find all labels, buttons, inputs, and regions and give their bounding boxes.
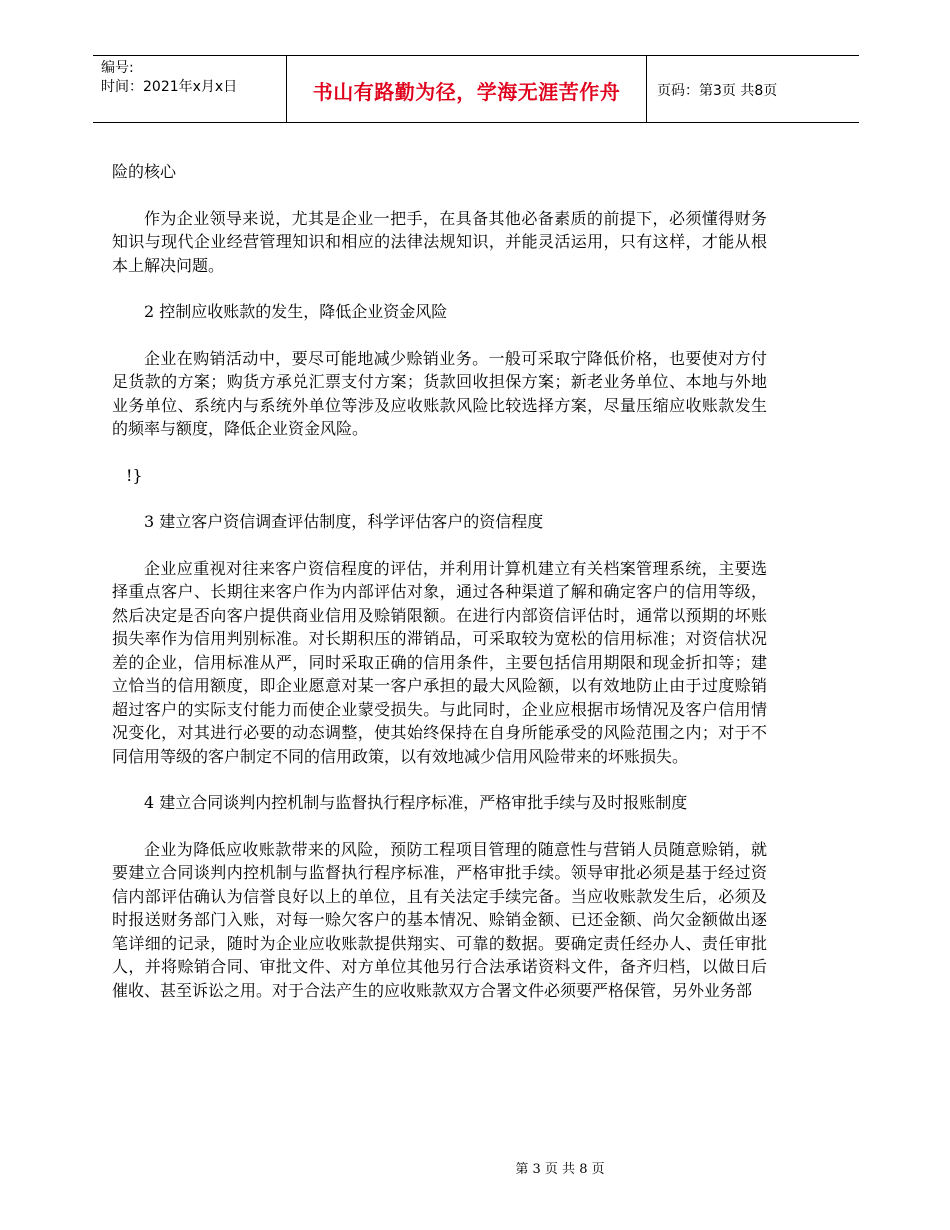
header-meta <box>101 59 237 97</box>
header-divider <box>646 56 647 122</box>
page-header <box>93 55 859 123</box>
document-time-label: 时间：2021年x月x日 <box>101 79 238 95</box>
paragraph-continuation: 险的核心 <box>112 162 177 181</box>
section-heading: 2 控制应收账款的发生，降低企业资金风险 <box>144 302 448 321</box>
paragraph: 企业为降低应收账款带来的风险，预防工程项目管理的随意性与营销人员随意赊销，就要建立合同谈判内控机制与监督执行程序标准，严格审批手续。领导审批必须是基于经过资信内部评估确认为信誉良好以上的单位，且有关法定手续完备。当应收账款发生后，必须及时报送财务部门入账，对每一赊欠客户的基本情况、赊销金额、已还金额、尚欠金额做出逐笔详细的记录，随时为企业应收账款提供翔实、可靠的数据。要确定责任经办人、责任审批人，并将赊销合同、审批文件、对方单位其他另行合法承诺资料文件，备齐归档，以做日后催收、甚至诉讼之用。对于合法产生的应收账款双方合署文件必须要严格保管，另外业务部 <box>112 839 767 1000</box>
document-number-label: 编号: <box>101 60 134 76</box>
paragraph: 企业在购销活动中，要尽可能地减少赊销业务。一般可采取宁降低价格，也要使对方付足货款的方案；购货方承兑汇票支付方案；货款回收担保方案；新老业务单位、本地与外地业务单位、系统内与系统外单位等涉及应收账款风险比较选择方案，尽量压缩应收账款发生的频率与额度，降低企业资金风险。 <box>112 348 767 438</box>
document-body <box>112 160 767 1002</box>
header-page-info: 页码：第3页 共8页 <box>657 83 778 99</box>
paragraph: 作为企业领导来说，尤其是企业一把手，在具备其他必备素质的前提下，必须懂得财务知识与现代企业经营管理知识和相应的法律法规知识，并能灵活运用，只有这样，才能从根本上解决问题。 <box>112 208 767 275</box>
section-heading: 4 建立合同谈判内控机制与监督执行程序标准，严格审批手续与及时报账制度 <box>144 793 688 812</box>
stray-symbols: !} <box>126 465 143 485</box>
section-heading: 3 建立客户资信调查评估制度，科学评估客户的资信程度 <box>144 512 544 531</box>
paragraph: 企业应重视对往来客户资信程度的评估，并利用计算机建立有关档案管理系统，主要选择重点客户、长期往来客户作为内部评估对象，通过各种渠道了解和确定客户的信用等级，然后决定是否向客户提供商业信用及赊销限额。在进行内部资信评估时，通常以预期的坏账损失率作为信用判别标准。对长期积压的滞销品，可采取较为宽松的信用标准；对资信状况差的企业，信用标准从严，同时采取正确的信用条件，主要包括信用期限和现金折扣等；建立恰当的信用额度，即企业愿意对某一客户承担的最大风险额，以有效地防止由于过度赊销超过客户的实际支付能力而使企业蒙受损失。与此同时，企业应根据市场情况及客户信用情况变化，对其进行必要的动态调整，使其始终保持在自身所能承受的风险范围之内；对于不同信用等级的客户制定不同的信用政策，以有效地减少信用风险带来的坏账损失。 <box>112 558 767 766</box>
header-motto: 书山有路勤为径，学海无涯苦作舟 <box>312 80 621 104</box>
page-footer: 第 3 页 共 8 页 <box>515 1162 605 1177</box>
